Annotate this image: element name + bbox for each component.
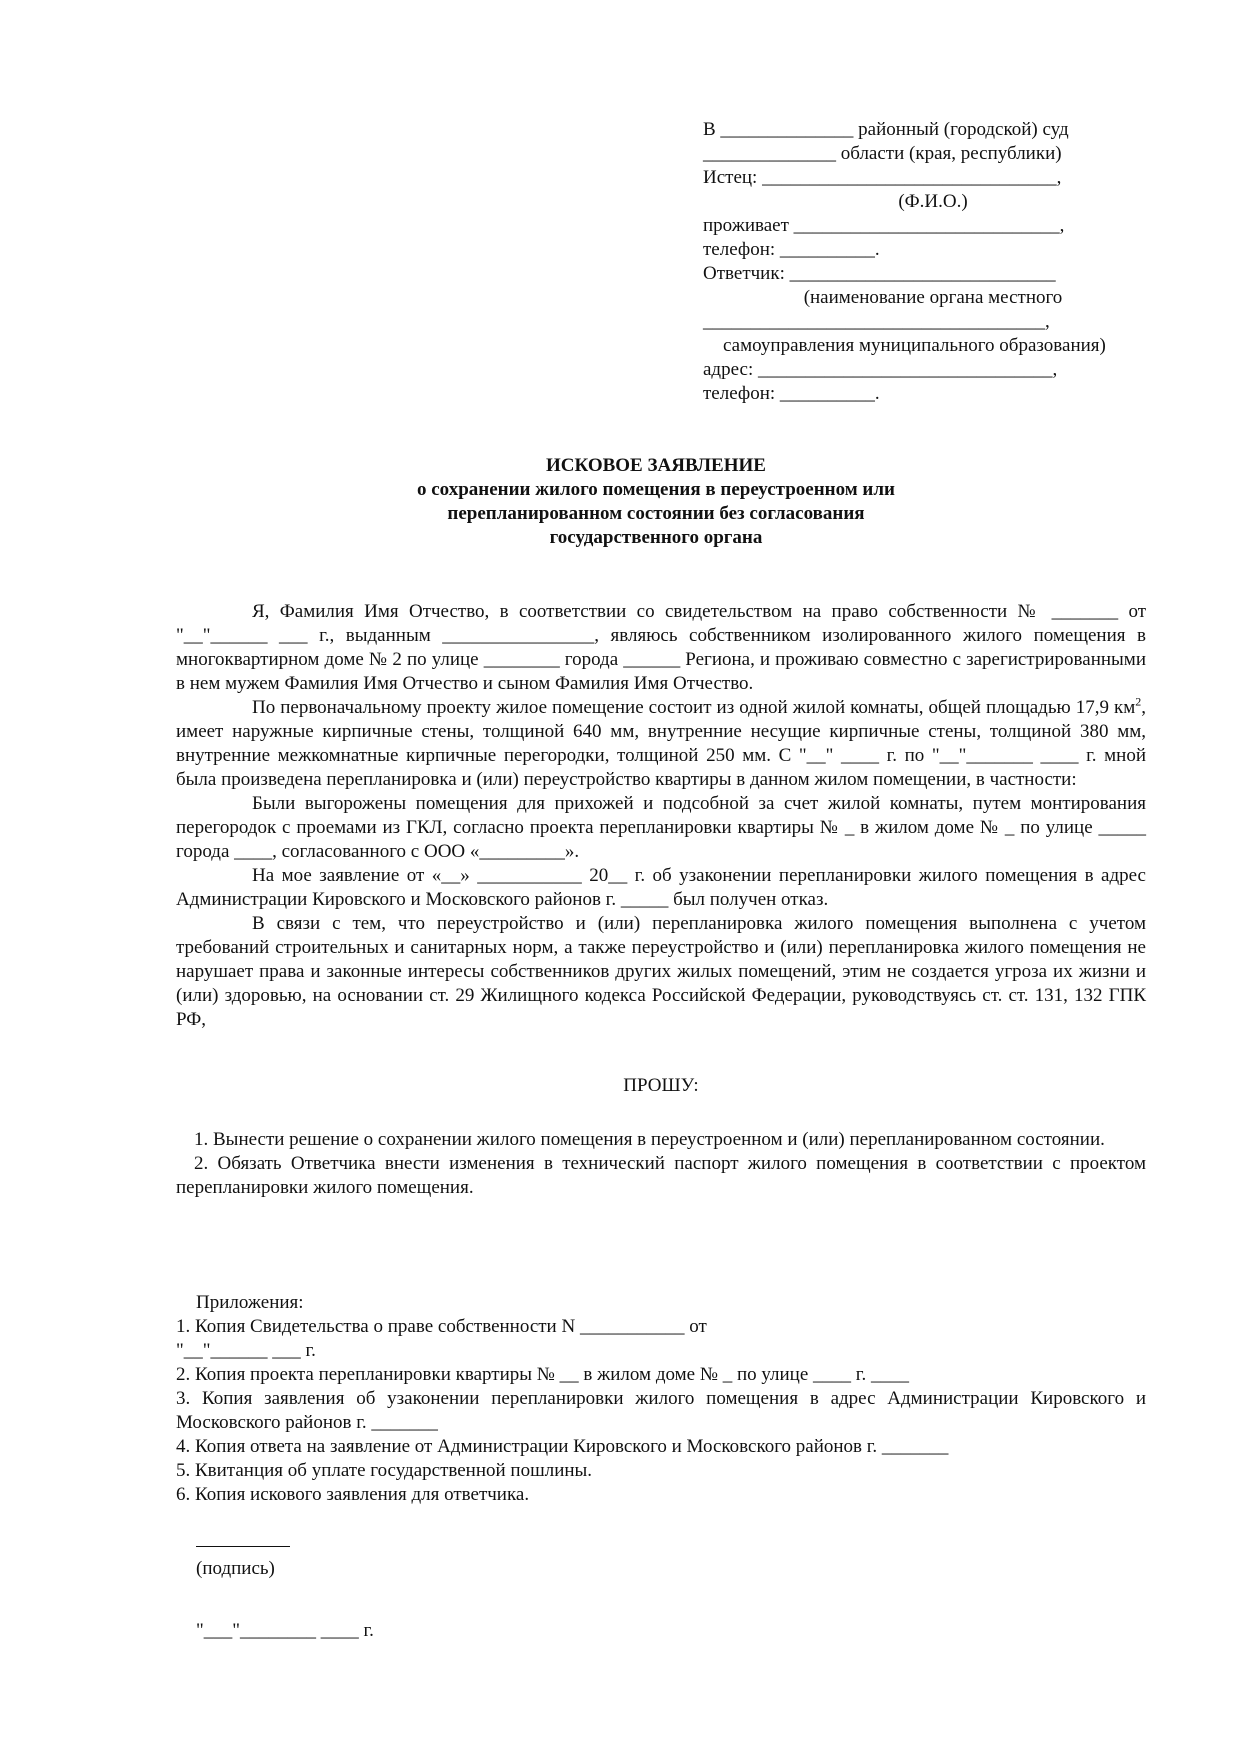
header-defendant-blank-line: ____________________________________, bbox=[703, 311, 1050, 332]
body-paragraph-2-part-a: По первоначальному проекту жилое помещение состоит из одной жилой комнаты, общей площадью 17,9 км bbox=[252, 697, 1136, 718]
attachments-heading: Приложения: bbox=[196, 1292, 304, 1313]
header-defendant-phone-line: телефон: __________. bbox=[703, 383, 880, 404]
body-paragraph-4: На мое заявление от «__» ___________ 20__ г. об узаконении перепланировки жилого помещения в адрес Администрации Кировского и Московского районов г. _____ был получен отказ. bbox=[176, 865, 1146, 910]
attachment-item: 5. Квитанция об уплате государственной пошлины. bbox=[176, 1460, 593, 1481]
request-heading: ПРОШУ: bbox=[623, 1075, 699, 1096]
header-defendant-line: Ответчик: ____________________________ bbox=[703, 263, 1056, 284]
attachment-item: 6. Копия искового заявления для ответчика. bbox=[176, 1484, 530, 1505]
title-line-3: перепланированном состоянии без согласования bbox=[447, 503, 865, 524]
request-list bbox=[176, 1128, 1146, 1200]
request-item: 1. Вынести решение о сохранении жилого помещения в переустроенном и (или) перепланированном состоянии. bbox=[194, 1129, 1105, 1150]
body-paragraph-5: В связи с тем, что переустройство и (или) перепланировка жилого помещения выполнена с учетом требований строительных и санитарных норм, а также переустройство и (или) перепланировка жилого помещения не нарушает права и законные интересы собственников других жилых помещений, этим не создается угроза их жизни и (или) здоровью, на основании ст. 29 Жилищного кодекса Российской Федерации, руководствуясь ст. ст. 131, 132 ГПК РФ, bbox=[176, 913, 1146, 1030]
document-body bbox=[176, 600, 1146, 1032]
attachment-item: "__"______ ___ г. bbox=[176, 1340, 316, 1361]
attachment-item: 4. Копия ответа на заявление от Администрации Кировского и Московского районов г. _______ bbox=[176, 1436, 949, 1457]
body-paragraph-2-part-b: , имеет наружные кирпичные стены, толщиной 640 мм, внутренние несущие кирпичные стены, толщиной 380 мм, внутренние межкомнатные кирпичные перегородки, толщиной 250 мм. С "__" ____ г. по "__"_______ ____ г. мной была произведена перепланировка и (или) переустройство квартиры в данном жилом помещении, в частности: bbox=[176, 697, 1146, 790]
area-unit-superscript: 2 bbox=[1135, 694, 1142, 709]
body-paragraph-2 bbox=[176, 696, 1146, 792]
header-address-line: адрес: _______________________________, bbox=[703, 359, 1058, 380]
header-plaintiff-phone-line: телефон: __________. bbox=[703, 239, 880, 260]
attachment-item: 1. Копия Свидетельства о праве собственности N ___________ от bbox=[176, 1316, 707, 1337]
body-paragraph-1: Я, Фамилия Имя Отчество, в соответствии со свидетельством на право собственности № _______ от "__"______ ___ г., выданным ________________, являюсь собственником изолированного жилого помещения в многоквартирном доме № 2 по улице ________ города ______ Региона, и проживаю совместно с зарегистрированными в нем мужем Фамилия Имя Отчество и сыном Фамилия Имя Отчество. bbox=[176, 601, 1146, 694]
header-court-line: В ______________ районный (городской) суд bbox=[703, 119, 1069, 140]
request-item: 2. Обязать Ответчика внести изменения в технический паспорт жилого помещения в соответствии с проектом перепланировки жилого помещения. bbox=[176, 1153, 1146, 1198]
signature-line bbox=[196, 1546, 290, 1547]
title-main: ИСКОВОЕ ЗАЯВЛЕНИЕ bbox=[546, 455, 766, 476]
header-plaintiff-line: Истец: _______________________________, bbox=[703, 167, 1062, 188]
title-line-4: государственного органа bbox=[549, 527, 763, 548]
signature-date: "___"________ ____ г. bbox=[196, 1620, 374, 1641]
title-line-2: о сохранении жилого помещения в переустроенном или bbox=[416, 479, 895, 500]
signature-label: (подпись) bbox=[196, 1558, 275, 1579]
header-defendant-caption-1: (наименование органа местного bbox=[803, 287, 1063, 308]
body-paragraph-3: Были выгорожены помещения для прихожей и подсобной за счет жилой комнаты, путем монтирования перегородок с проемами из ГКЛ, согласно проекта перепланировки квартиры № _ в жилом доме № _ по улице _____ города ____, согласованного с ООО «_________». bbox=[176, 793, 1146, 862]
header-defendant-caption-2: самоуправления муниципального образования) bbox=[723, 335, 1106, 356]
attachments-block bbox=[176, 1291, 1146, 1507]
attachment-item: 2. Копия проекта перепланировки квартиры № __ в жилом доме № _ по улице ____ г. ____ bbox=[176, 1364, 909, 1385]
header-residence-line: проживает ____________________________, bbox=[703, 215, 1065, 236]
signature-block bbox=[196, 1540, 496, 1643]
header-region-line: ______________ области (края, республики) bbox=[703, 143, 1062, 164]
header-block bbox=[703, 118, 1163, 406]
document-title bbox=[176, 454, 1136, 550]
header-fio-caption: (Ф.И.О.) bbox=[898, 191, 968, 212]
attachment-item: 3. Копия заявления об узаконении перепланировки жилого помещения в адрес Администрации Кировского и Московского районов г. _______ bbox=[176, 1388, 1146, 1433]
